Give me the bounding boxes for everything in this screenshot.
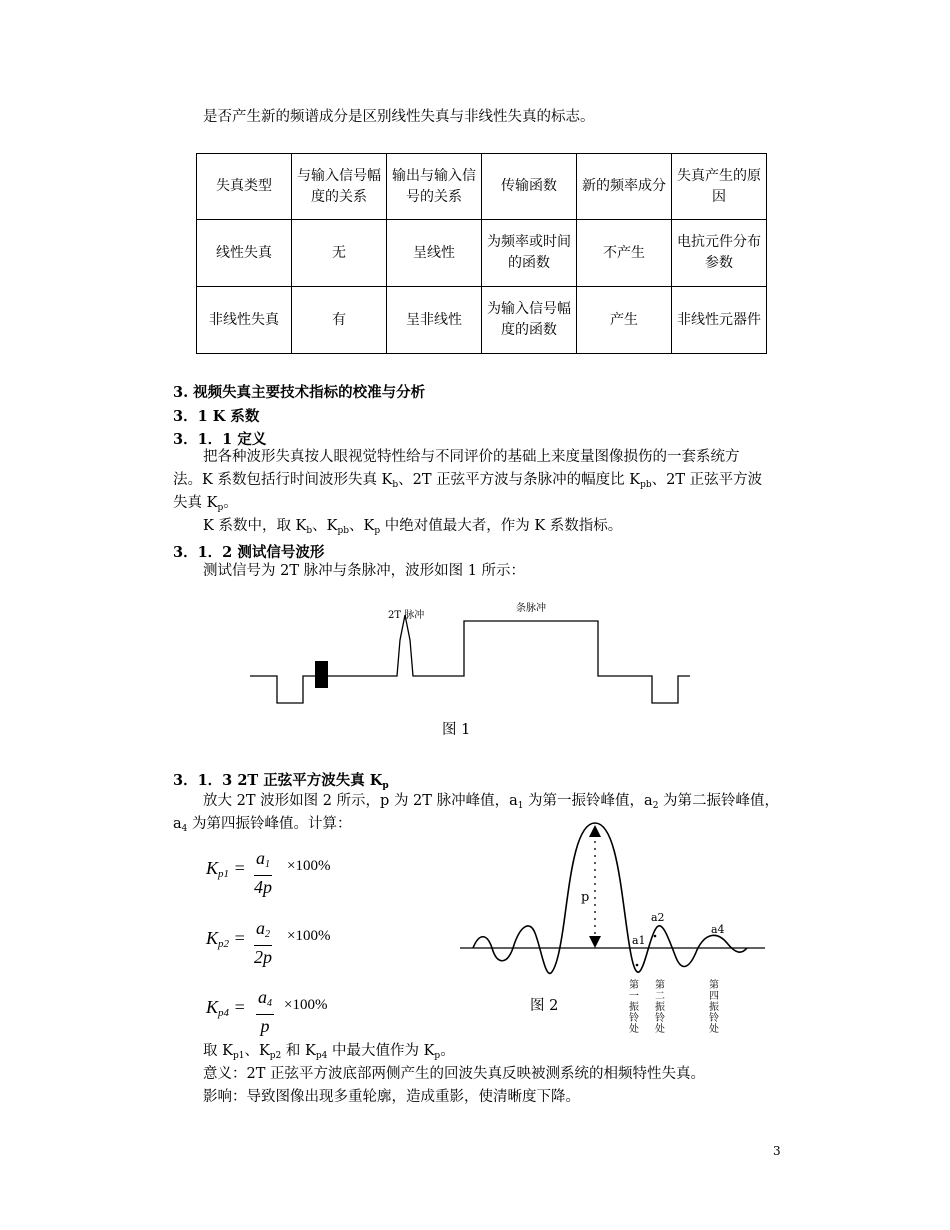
formula-kp1: $K_{p1}$ = $\frac{a_1}{4p}$ ×100% xyxy=(206,848,331,897)
label-fourth-ring: 第四振铃处 xyxy=(706,979,718,1034)
formula-kp4: $K_{p4}$ = $\frac{a_4}{p}$ ×100% xyxy=(206,987,328,1036)
table-cell: 非线性元器件 xyxy=(672,287,767,354)
take-max-text: 取 $K_{p1}$、$K_{p2}$ 和 $K_{p4}$ 中最大值作为 $K_p$。 xyxy=(203,1043,455,1061)
table-cell: 为输入信号幅度的函数 xyxy=(482,287,577,354)
figure-1-waveform xyxy=(240,595,700,715)
label-a4: a4 xyxy=(711,923,725,936)
figure-2-caption: 图 2 xyxy=(530,998,559,1014)
label-first-ring: 第一振铃处 xyxy=(626,979,638,1034)
definition-line-4: K 系数中，取 $K_b$、$K_{pb}$、$K_p$ 中绝对值最大者，作为 K 系数指标。 xyxy=(203,518,623,536)
kp-paragraph-line-2: $a_4$ 为第四振铃峰值。计算： xyxy=(173,816,352,834)
kp-paragraph-line-1: 放大 2T 波形如图 2 所示，p 为 2T 脉冲峰值，$a_1$ 为第一振铃峰值，$a_2$ 为第二振铃峰值， xyxy=(203,793,780,811)
table-header-cell: 失真类型 xyxy=(197,154,292,220)
label-second-ring: 第二振铃处 xyxy=(652,979,664,1034)
definition-line-1: 把各种波形失真按人眼视觉特性给与不同评价的基础上来度量图像损伤的一套系统方 xyxy=(203,449,740,465)
section-heading-3-1-2: 3．1．2 测试信号波形 xyxy=(173,544,325,561)
table-header-cell: 与输入信号幅度的关系 xyxy=(292,154,387,220)
label-bar-pulse: 条脉冲 xyxy=(516,603,546,614)
table-cell: 无 xyxy=(292,220,387,287)
page-number: 3 xyxy=(773,1144,781,1158)
label-a2: a2 xyxy=(651,911,665,924)
meaning-text: 意义：2T 正弦平方波底部两侧产生的回波失真反映被测系统的相频特性失真。 xyxy=(203,1066,706,1082)
figure-1-caption: 图 1 xyxy=(442,722,471,738)
section-heading-3: 3. 视频失真主要技术指标的校准与分析 xyxy=(173,384,426,401)
section-heading-3-1-1: 3．1．1 定义 xyxy=(173,431,267,448)
table-cell: 不产生 xyxy=(577,220,672,287)
table-cell: 产生 xyxy=(577,287,672,354)
table-cell: 非线性失真 xyxy=(197,287,292,354)
table-header-cell: 失真产生的原因 xyxy=(672,154,767,220)
label-2t-pulse: 2T 脉冲 xyxy=(388,610,425,621)
table-header-cell: 传输函数 xyxy=(482,154,577,220)
test-signal-text: 测试信号为 2T 脉冲与条脉冲，波形如图 1 所示： xyxy=(203,563,526,579)
table-cell: 为频率或时间的函数 xyxy=(482,220,577,287)
definition-line-2: 法。K 系数包括行时间波形失真 $K_b$、2T 正弦平方波与条脉冲的幅度比 $K_{pb}$、2T 正弦平方波 xyxy=(173,472,763,490)
table-header-cell: 输出与输入信号的关系 xyxy=(387,154,482,220)
label-a1: a1 xyxy=(632,934,646,947)
effect-text: 影响：导致图像出现多重轮廓，造成重影，使清晰度下降。 xyxy=(203,1089,580,1105)
table-header-cell: 新的频率成分 xyxy=(577,154,672,220)
distortion-table xyxy=(196,153,767,354)
label-p: p xyxy=(581,890,590,905)
table-cell: 呈非线性 xyxy=(387,287,482,354)
section-heading-3-1: 3．1 K 系数 xyxy=(173,408,260,425)
sync-block xyxy=(315,661,328,688)
table-cell: 呈线性 xyxy=(387,220,482,287)
formula-kp2: $K_{p2}$ = $\frac{a_2}{2p}$ ×100% xyxy=(206,918,331,967)
figure-2-waveform xyxy=(455,815,775,1040)
table-cell: 有 xyxy=(292,287,387,354)
table-cell: 电抗元件分布参数 xyxy=(672,220,767,287)
section-heading-3-1-3: 3．1．3 2T 正弦平方波失真 $K_p$ xyxy=(173,772,389,791)
definition-line-3: 失真 $K_p$。 xyxy=(173,495,238,513)
intro-text: 是否产生新的频谱成分是区别线性失真与非线性失真的标志。 xyxy=(203,109,595,125)
table-cell: 线性失真 xyxy=(197,220,292,287)
